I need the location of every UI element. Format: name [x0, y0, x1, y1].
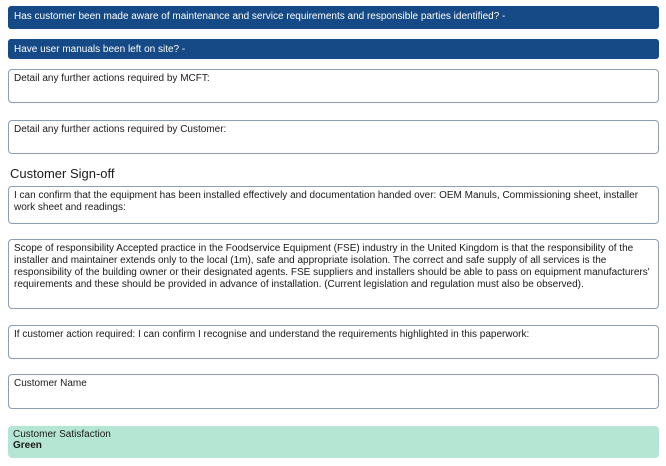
installation-confirm-text: I can confirm that the equipment has been installed effectively and documentation handed over: OEM Manuls, Commissioning sheet, installer work sheet and readings: — [14, 190, 639, 213]
customer-signoff-heading: Customer Sign-off — [10, 166, 115, 181]
customer-satisfaction-label: Customer Satisfaction — [13, 429, 111, 440]
customer-name-field[interactable] — [8, 374, 659, 409]
scope-of-responsibility-text: Scope of responsibility Accepted practice in the Foodservice Equipment (FSE) industry in the United Kingdom is that the responsibility of the installer and maintainer extends only to the local (1m), safe and appropriate isolation. The correct and safe supply of all services is the responsibility of the building owner or their designated agents. FSE suppliers and installers should be able to pass on equipment manufacturers' requirements and these should be provided in advance of installation. (Current legislation and regulation must also be observed). — [14, 243, 650, 290]
maintenance-question-bar — [8, 6, 659, 29]
customer-satisfaction-panel — [8, 426, 659, 458]
customer-action-confirm-field[interactable] — [8, 325, 659, 359]
manuals-question-bar — [8, 39, 659, 59]
customer-action-confirm-text: If customer action required: I can confirm I recognise and understand the requirements highlighted in this paperwork: — [14, 329, 530, 340]
customer-satisfaction-value: Green — [13, 440, 42, 451]
mcft-actions-field[interactable] — [8, 69, 659, 103]
customer-actions-field[interactable] — [8, 120, 659, 154]
customer-name-label: Customer Name — [14, 378, 87, 389]
scope-of-responsibility-field[interactable] — [8, 239, 659, 309]
mcft-actions-label: Detail any further actions required by MCFT: — [14, 73, 210, 84]
customer-actions-label: Detail any further actions required by Customer: — [14, 124, 227, 135]
manuals-question-text: Have user manuals been left on site? - — [14, 44, 186, 55]
installation-confirm-field[interactable] — [8, 186, 659, 224]
maintenance-question-text: Has customer been made aware of maintenance and service requirements and responsible parties identified? - — [14, 11, 506, 22]
